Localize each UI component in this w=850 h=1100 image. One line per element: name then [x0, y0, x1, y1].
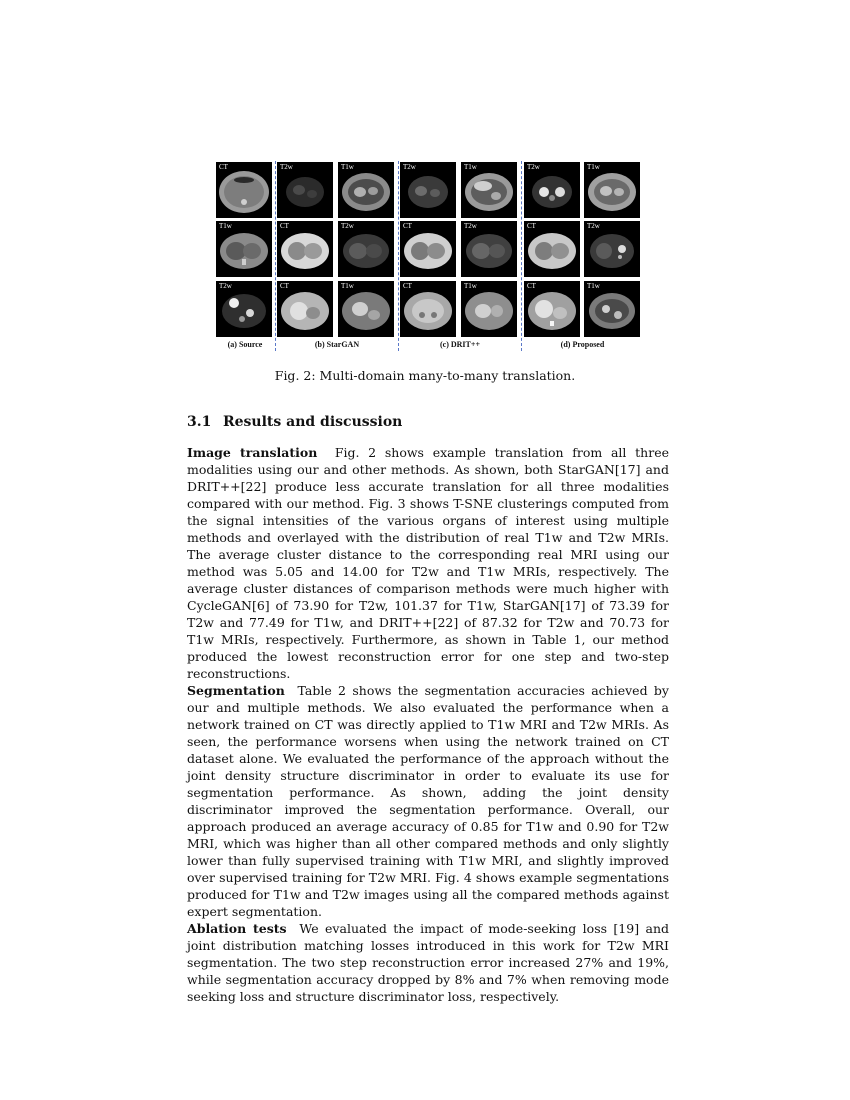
modality-label: CT [527, 282, 536, 290]
paragraph-image-translation [187, 444, 669, 682]
modality-label: T2w [403, 163, 416, 171]
paragraph-ablation-tests [187, 920, 669, 1005]
mri-tile [584, 281, 640, 337]
paragraph-heading: Segmentation [187, 683, 285, 698]
modality-label: CT [219, 163, 228, 171]
section-number: 3.1 [187, 414, 212, 430]
mri-tile [216, 221, 272, 277]
figure-caption: Fig. 2: Multi-domain many-to-many translation. [274, 368, 576, 383]
mri-tile [277, 281, 333, 337]
modality-label: T2w [341, 222, 354, 230]
mri-tile [277, 162, 333, 218]
section-heading [187, 414, 402, 430]
mri-tile [461, 281, 517, 337]
mri-tile [400, 281, 456, 337]
column-separator [275, 161, 276, 351]
paragraph-heading: Ablation tests [187, 921, 287, 936]
section-body [187, 444, 669, 1005]
modality-label: T2w [219, 282, 232, 290]
modality-label: T1w [341, 163, 354, 171]
figure-2 [214, 161, 643, 351]
modality-label: T1w [464, 163, 477, 171]
modality-label: CT [527, 222, 536, 230]
mri-tile [584, 221, 640, 277]
modality-label: T2w [280, 163, 293, 171]
modality-label: T1w [587, 282, 600, 290]
modality-label: T1w [587, 163, 600, 171]
modality-label: T2w [527, 163, 540, 171]
mri-tile [338, 221, 394, 277]
modality-label: T1w [219, 222, 232, 230]
mri-tile [524, 162, 580, 218]
mri-tile [584, 162, 640, 218]
mri-tile [461, 162, 517, 218]
section-title: Results and discussion [223, 414, 403, 430]
modality-label: CT [403, 282, 412, 290]
paragraph-text: We evaluated the impact of mode-seeking loss [19] and joint distribution matching losses introduced in this work for T2w MRI segmentation. The two step reconstruction error increased 27% and 19%, while segmentation accuracy dropped by 8% and 7% when removing mode seeking loss and structure discriminator loss, respectively. [187, 921, 669, 1004]
paragraph-text: Fig. 2 shows example translation from all three modalities using our and other methods. As shown, both StarGAN[17] and DRIT++[22] produce less accurate translation for all three modalities compared with our method. Fig. 3 shows T-SNE clusterings computed from the signal intensities of the various organs of interest using multiple methods and overlayed with the distribution of real T1w and T2w MRIs. The average cluster distance to the corresponding real MRI using our method was 5.05 and 14.00 for T2w and T1w MRIs, respectively. The average cluster distances of comparison methods were much higher with CycleGAN[6] of 73.90 for T2w, 101.37 for T1w, StarGAN[17] of 73.39 for T2w and 77.49 for T1w, and DRIT++[22] of 87.32 for T2w and 70.73 for T1w MRIs, respectively. Furthermore, as shown in Table 1, our method produced the lowest reconstruction error for one step and two-step reconstructions. [187, 445, 669, 681]
mri-tile [400, 162, 456, 218]
column-caption: (c) DRIT++ [440, 340, 480, 349]
modality-label: T2w [587, 222, 600, 230]
mri-tile [216, 281, 272, 337]
mri-tile [338, 162, 394, 218]
column-caption: (b) StarGAN [314, 340, 360, 349]
modality-label: T1w [341, 282, 354, 290]
paragraph-heading: Image translation [187, 445, 318, 460]
mri-tile [461, 221, 517, 277]
paragraph-text: Table 2 shows the segmentation accuracies achieved by our and multiple methods. We also evaluated the performance when a network trained on CT was directly applied to T1w MRI and T2w MRIs. As seen, the performance worsens when using the network trained on CT dataset alone. We evaluated the performance of the approach without the joint density structure discriminator in order to evaluate its use for segmentation performance. As shown, adding the joint density discriminator improved the segmentation performance. Overall, our approach produced an average accuracy of 0.85 for T1w and 0.90 for T2w MRI, which was higher than all other compared methods and only slightly lower than fully supervised training with T1w MRI, and slightly improved over supervised training for T2w MRI. Fig. 4 shows example segmentations produced for T1w and T2w images using all the compared methods against expert segmentation. [187, 683, 669, 919]
column-separator [521, 161, 522, 351]
modality-label: T1w [464, 282, 477, 290]
mri-tile [524, 281, 580, 337]
modality-label: CT [403, 222, 412, 230]
column-caption: (d) Proposed [560, 340, 605, 349]
image-grid [214, 161, 643, 338]
mri-tile [400, 221, 456, 277]
modality-label: T2w [464, 222, 477, 230]
column-separator [398, 161, 399, 351]
modality-label: CT [280, 222, 289, 230]
modality-label: CT [280, 282, 289, 290]
mri-tile [524, 221, 580, 277]
mri-tile [338, 281, 394, 337]
mri-tile [277, 221, 333, 277]
paragraph-segmentation [187, 682, 669, 920]
mri-tile [216, 162, 272, 218]
column-caption: (a) Source [227, 340, 263, 349]
